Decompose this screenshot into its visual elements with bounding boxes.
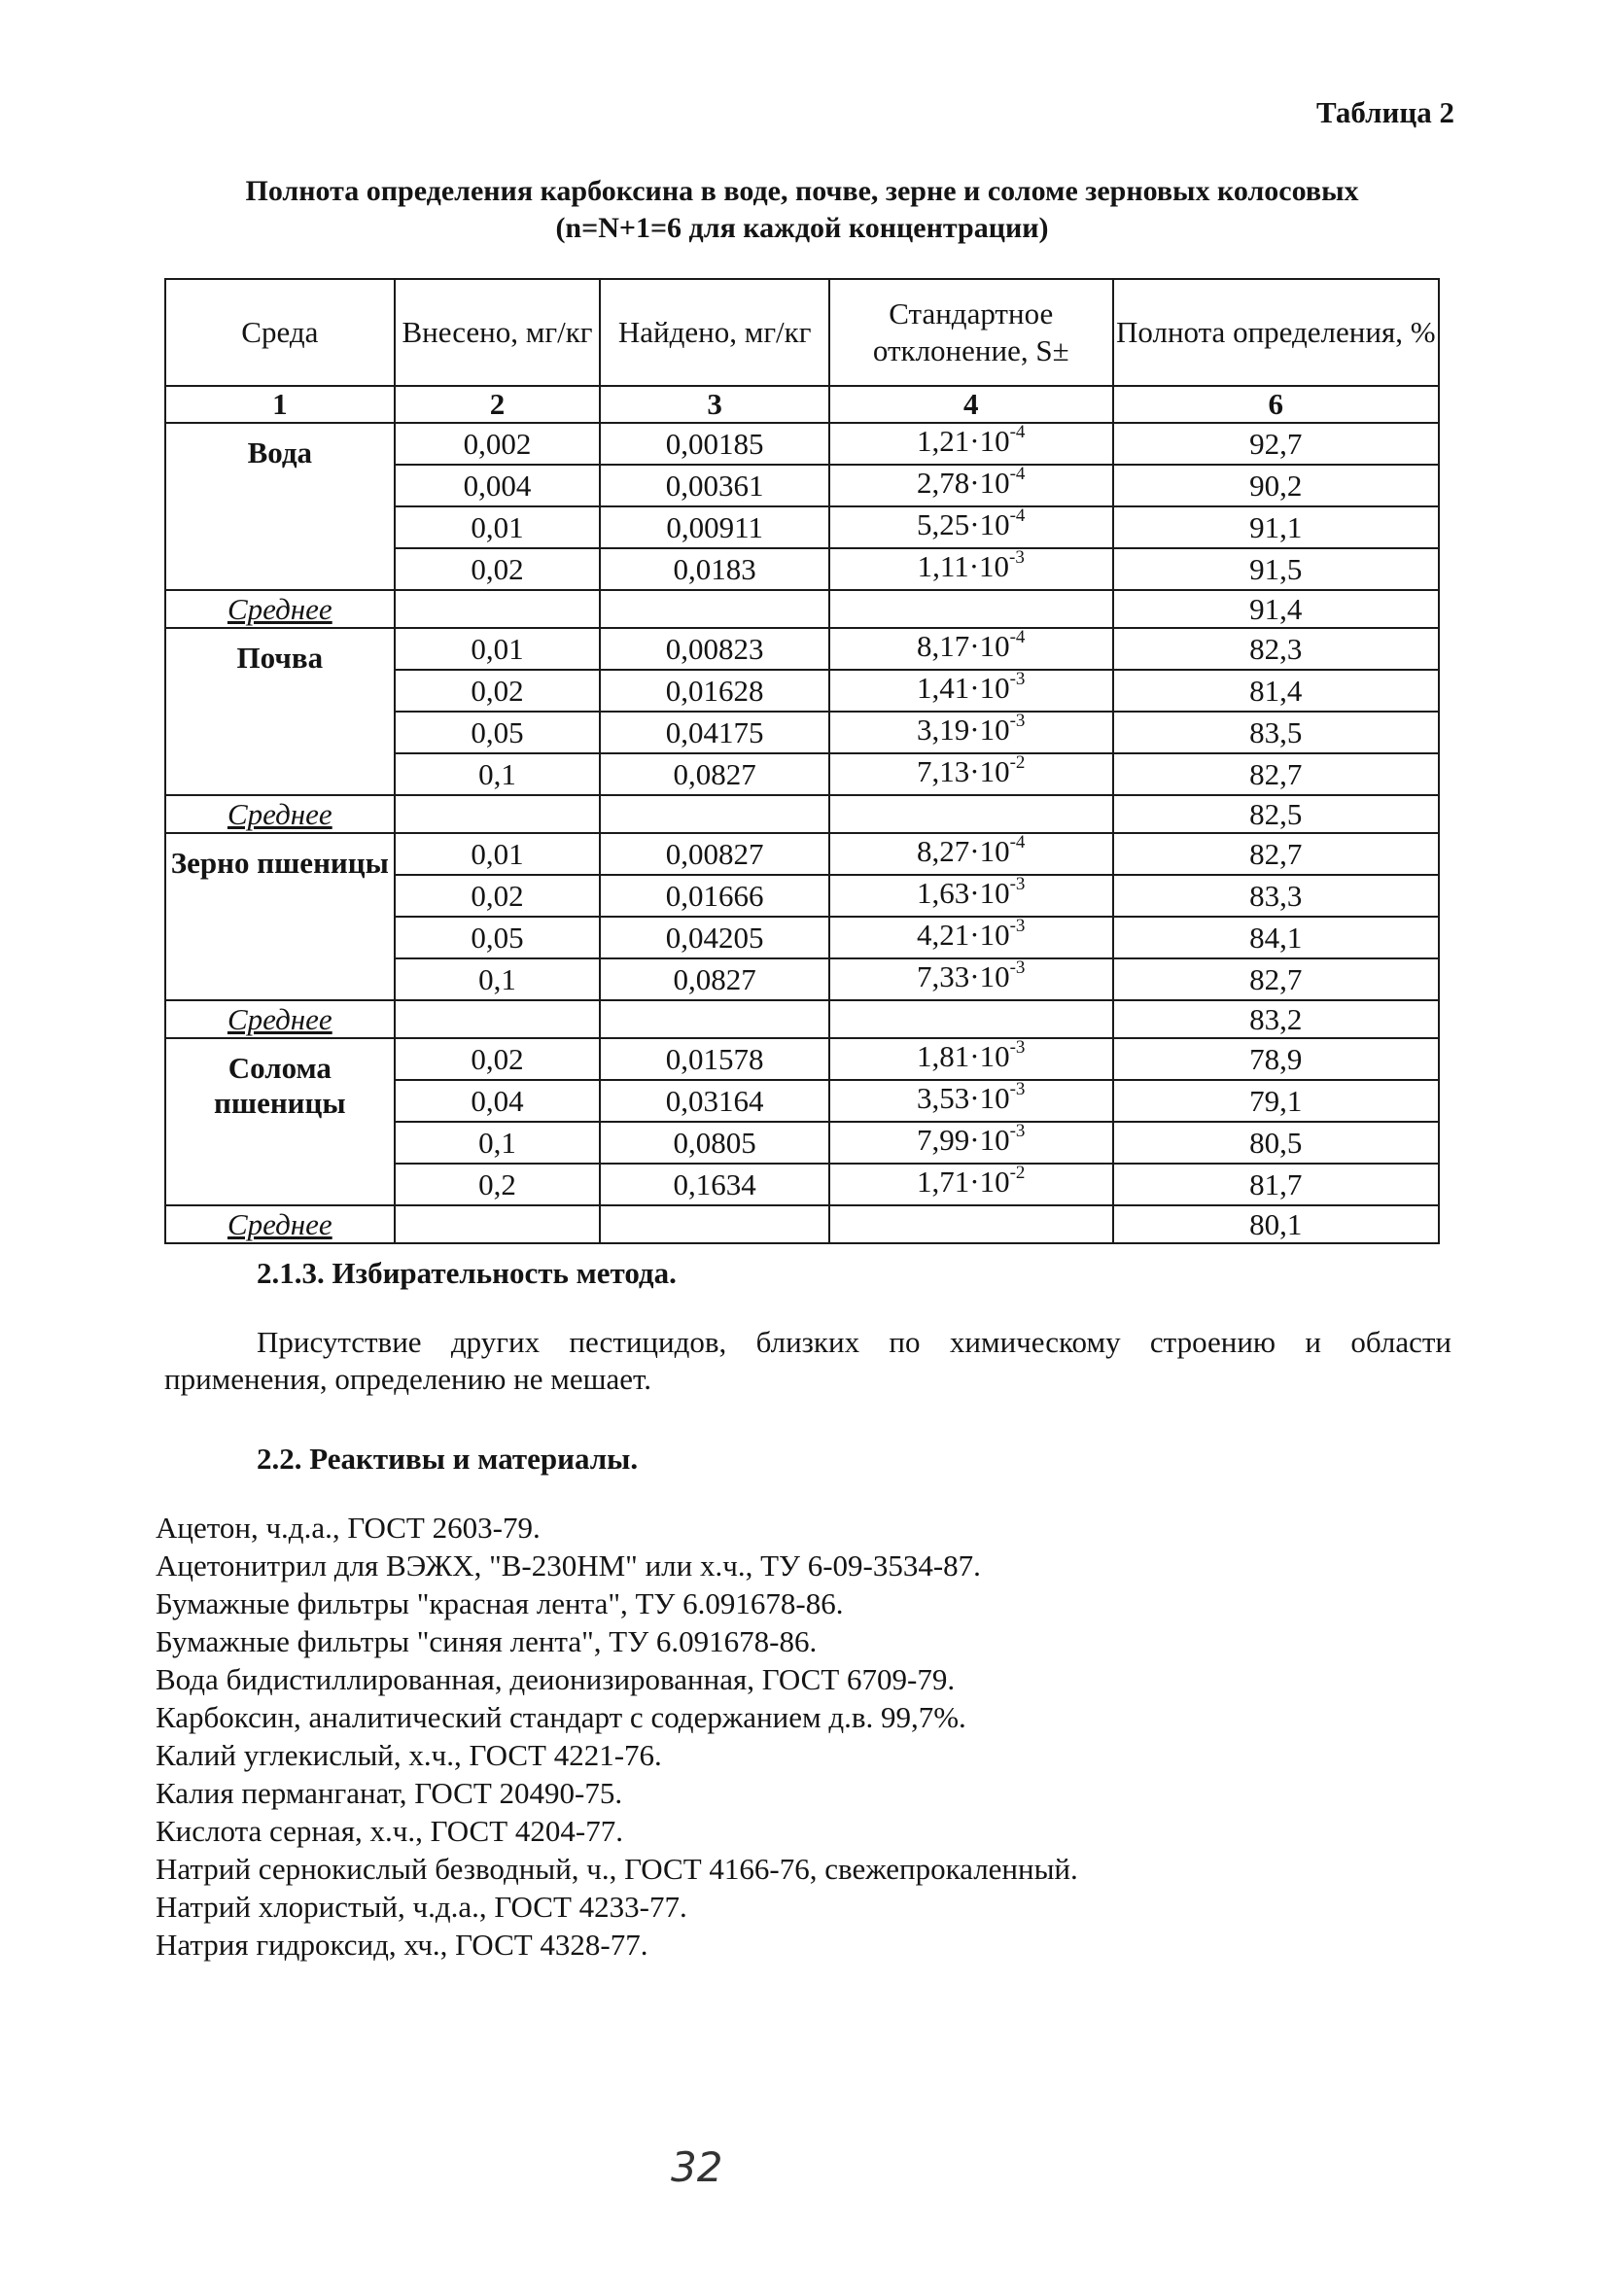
average-value: 91,4 [1113, 590, 1439, 628]
added-cell: 0,1 [395, 1122, 601, 1164]
found-cell: 0,0805 [600, 1122, 829, 1164]
reagent-item: Калия перманганат, ГОСТ 20490-75. [156, 1776, 623, 1810]
std-mantissa: 1,41·10 [917, 671, 1010, 705]
completeness-cell: 83,3 [1113, 875, 1439, 917]
std-cell [829, 875, 1113, 917]
average-value: 83,2 [1113, 1000, 1439, 1038]
std-exponent: -3 [1009, 711, 1026, 731]
added-cell: 0,01 [395, 506, 601, 548]
column-number: 2 [395, 386, 601, 423]
completeness-cell: 81,4 [1113, 670, 1439, 712]
table-label: Таблица 2 [1316, 95, 1454, 129]
std-cell [829, 917, 1113, 958]
std-cell [829, 712, 1113, 753]
added-cell: 0,004 [395, 465, 601, 506]
std-mantissa: 1,21·10 [917, 424, 1010, 458]
std-mantissa: 7,99·10 [917, 1123, 1010, 1157]
std-cell [829, 958, 1113, 1000]
added-cell: 0,1 [395, 958, 601, 1000]
section-selectivity-text [164, 1324, 1451, 1398]
completeness-cell: 83,5 [1113, 712, 1439, 753]
found-cell: 0,0183 [600, 548, 829, 590]
completeness-cell: 82,7 [1113, 958, 1439, 1000]
average-value: 82,5 [1113, 795, 1439, 833]
empty-cell [600, 590, 829, 628]
completeness-cell: 78,9 [1113, 1038, 1439, 1080]
added-cell: 0,01 [395, 833, 601, 875]
completeness-cell: 91,5 [1113, 548, 1439, 590]
std-cell [829, 1122, 1113, 1164]
reagent-item: Калий углекислый, х.ч., ГОСТ 4221-76. [156, 1738, 662, 1772]
found-cell: 0,00185 [600, 423, 829, 465]
added-cell: 0,05 [395, 917, 601, 958]
std-exponent: -4 [1009, 464, 1026, 484]
empty-cell [600, 1205, 829, 1243]
found-cell: 0,03164 [600, 1080, 829, 1122]
reagent-item: Ацетонитрил для ВЭЖХ, "В-230НМ" или х.ч., ТУ 6-09-3534-87. [156, 1548, 981, 1583]
found-cell: 0,01628 [600, 670, 829, 712]
std-cell [829, 833, 1113, 875]
reagent-item: Бумажные фильтры "синяя лента", ТУ 6.091678-86. [156, 1624, 818, 1658]
added-cell: 0,01 [395, 628, 601, 670]
reagent-item: Вода бидистиллированная, деионизированная, ГОСТ 6709-79. [156, 1662, 956, 1696]
table-row [165, 833, 1439, 875]
std-exponent: -4 [1009, 505, 1026, 526]
reagents-list [156, 1509, 1078, 1964]
std-mantissa: 8,17·10 [917, 629, 1010, 663]
std-exponent: -3 [1009, 957, 1026, 978]
found-cell: 0,00823 [600, 628, 829, 670]
std-cell [829, 423, 1113, 465]
std-cell [829, 548, 1113, 590]
added-cell: 0,04 [395, 1080, 601, 1122]
found-cell: 0,1634 [600, 1164, 829, 1205]
column-number: 4 [829, 386, 1113, 423]
std-mantissa: 7,13·10 [917, 754, 1010, 788]
completeness-cell: 80,5 [1113, 1122, 1439, 1164]
std-mantissa: 8,27·10 [917, 834, 1010, 868]
std-mantissa: 7,33·10 [917, 959, 1010, 993]
paragraph-line: применения, определению не мешает. [164, 1362, 651, 1396]
average-label: Среднее [165, 1205, 395, 1243]
average-label: Среднее [165, 1000, 395, 1038]
std-cell [829, 628, 1113, 670]
table-caption-line1: Полнота определения карбоксина в воде, почве, зерне и соломе зерновых колосовых [245, 175, 1359, 207]
reagent-item: Натрий сернокислый безводный, ч., ГОСТ 4166-76, свежепрокаленный. [156, 1852, 1078, 1886]
page-number: 32 [671, 2143, 723, 2191]
column-number: 6 [1113, 386, 1439, 423]
average-label: Среднее [165, 795, 395, 833]
table-row [165, 423, 1439, 465]
header-added: Внесено, мг/кг [395, 279, 601, 386]
empty-cell [600, 795, 829, 833]
std-exponent: -2 [1009, 752, 1026, 773]
medium-cell: Почва [165, 628, 395, 795]
std-mantissa: 4,21·10 [917, 918, 1010, 952]
added-cell: 0,02 [395, 1038, 601, 1080]
completeness-cell: 91,1 [1113, 506, 1439, 548]
std-exponent: -3 [1009, 1079, 1026, 1099]
std-mantissa: 1,81·10 [917, 1039, 1010, 1073]
column-number: 1 [165, 386, 395, 423]
reagent-item: Кислота серная, х.ч., ГОСТ 4204-77. [156, 1814, 623, 1848]
std-mantissa: 1,71·10 [917, 1165, 1010, 1199]
table-row [165, 1038, 1439, 1080]
empty-cell [395, 590, 601, 628]
std-mantissa: 1,63·10 [917, 876, 1010, 910]
added-cell: 0,02 [395, 670, 601, 712]
std-mantissa: 2,78·10 [917, 466, 1010, 500]
reagent-item: Бумажные фильтры "красная лента", ТУ 6.091678-86. [156, 1586, 844, 1620]
std-exponent: -3 [1009, 1037, 1026, 1058]
std-mantissa: 1,11·10 [917, 549, 1010, 583]
header-std: Стандартное отклонение, S± [829, 279, 1113, 386]
std-exponent: -4 [1009, 832, 1026, 852]
completeness-cell: 84,1 [1113, 917, 1439, 958]
std-exponent: -3 [1009, 874, 1026, 894]
completeness-cell: 92,7 [1113, 423, 1439, 465]
completeness-cell: 79,1 [1113, 1080, 1439, 1122]
empty-cell [829, 795, 1113, 833]
std-mantissa: 3,53·10 [917, 1081, 1010, 1115]
header-completeness: Полнота определения, % [1113, 279, 1439, 386]
average-row [165, 590, 1439, 628]
found-cell: 0,0827 [600, 958, 829, 1000]
table-header-row [165, 279, 1439, 386]
completeness-cell: 81,7 [1113, 1164, 1439, 1205]
found-cell: 0,00361 [600, 465, 829, 506]
added-cell: 0,002 [395, 423, 601, 465]
found-cell: 0,00911 [600, 506, 829, 548]
std-exponent: -3 [1009, 547, 1025, 568]
completeness-cell: 90,2 [1113, 465, 1439, 506]
empty-cell [395, 1205, 601, 1243]
reagent-item: Ацетон, ч.д.а., ГОСТ 2603-79. [156, 1511, 541, 1545]
std-exponent: -4 [1009, 627, 1026, 647]
std-cell [829, 1080, 1113, 1122]
std-exponent: -2 [1009, 1163, 1026, 1183]
found-cell: 0,0827 [600, 753, 829, 795]
empty-cell [600, 1000, 829, 1038]
section-reagents-heading: 2.2. Реактивы и материалы. [257, 1442, 639, 1476]
found-cell: 0,04175 [600, 712, 829, 753]
average-label: Среднее [165, 590, 395, 628]
column-number-row [165, 386, 1439, 423]
std-exponent: -3 [1009, 669, 1026, 689]
reagent-item: Карбоксин, аналитический стандарт с содержанием д.в. 99,7%. [156, 1700, 966, 1734]
added-cell: 0,02 [395, 875, 601, 917]
paragraph-line: Присутствие других пестицидов, близких по химическому строению и области [257, 1325, 1451, 1359]
empty-cell [829, 1000, 1113, 1038]
std-mantissa: 3,19·10 [917, 713, 1010, 747]
found-cell: 0,04205 [600, 917, 829, 958]
table-caption-line2: (n=N+1=6 для каждой концентрации) [555, 212, 1049, 244]
empty-cell [395, 1000, 601, 1038]
std-exponent: -3 [1009, 916, 1026, 936]
empty-cell [395, 795, 601, 833]
found-cell: 0,01666 [600, 875, 829, 917]
std-cell [829, 753, 1113, 795]
added-cell: 0,05 [395, 712, 601, 753]
completeness-cell: 82,7 [1113, 753, 1439, 795]
std-cell [829, 465, 1113, 506]
added-cell: 0,02 [395, 548, 601, 590]
std-cell [829, 670, 1113, 712]
medium-cell: Вода [165, 423, 395, 590]
average-row [165, 1000, 1439, 1038]
table-row [165, 628, 1439, 670]
completeness-table [164, 278, 1440, 1244]
added-cell: 0,1 [395, 753, 601, 795]
average-row [165, 1205, 1439, 1243]
empty-cell [829, 1205, 1113, 1243]
std-exponent: -3 [1009, 1121, 1026, 1141]
reagent-item: Натрий хлористый, ч.д.а., ГОСТ 4233-77. [156, 1890, 687, 1924]
std-cell [829, 1164, 1113, 1205]
completeness-cell: 82,7 [1113, 833, 1439, 875]
reagent-item: Натрия гидроксид, хч., ГОСТ 4328-77. [156, 1928, 648, 1962]
added-cell: 0,2 [395, 1164, 601, 1205]
column-number: 3 [600, 386, 829, 423]
header-medium: Среда [165, 279, 395, 386]
found-cell: 0,01578 [600, 1038, 829, 1080]
completeness-cell: 82,3 [1113, 628, 1439, 670]
found-cell: 0,00827 [600, 833, 829, 875]
header-found: Найдено, мг/кг [600, 279, 829, 386]
std-mantissa: 5,25·10 [917, 507, 1010, 541]
std-cell [829, 506, 1113, 548]
section-selectivity-heading: 2.1.3. Избирательность метода. [257, 1256, 677, 1290]
average-value: 80,1 [1113, 1205, 1439, 1243]
average-row [165, 795, 1439, 833]
std-exponent: -4 [1009, 422, 1026, 442]
medium-cell: Зерно пшеницы [165, 833, 395, 1000]
std-cell [829, 1038, 1113, 1080]
empty-cell [829, 590, 1113, 628]
medium-cell: Солома пшеницы [165, 1038, 395, 1205]
